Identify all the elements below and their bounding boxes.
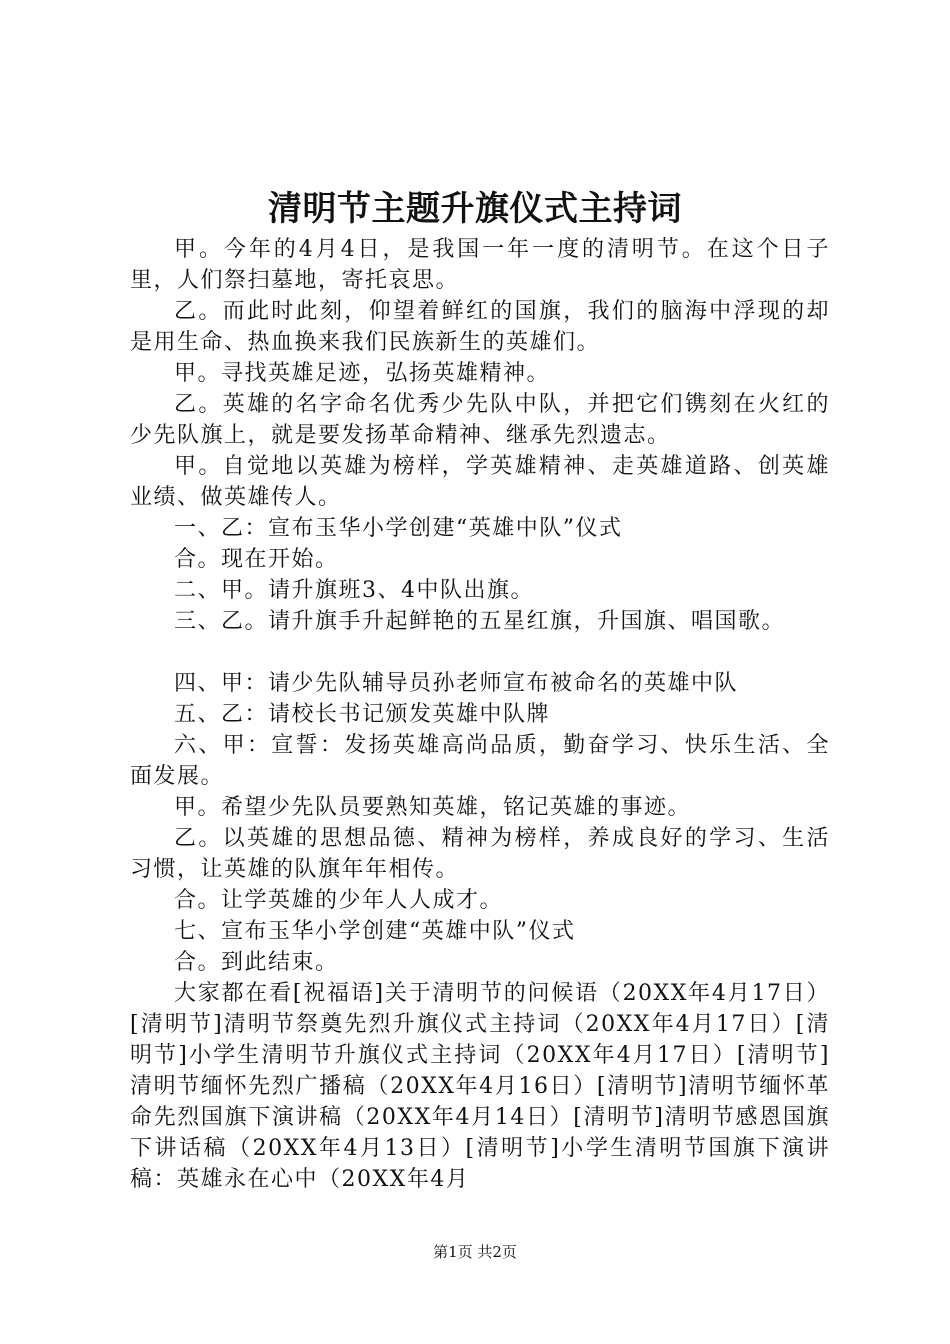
paragraph: 乙。英雄的名字命名优秀少先队中队，并把它们镌刻在火红的少先队旗上，就是要发扬革命精神、继承先烈遗志。 bbox=[130, 392, 830, 448]
document-body bbox=[130, 234, 830, 1195]
paragraph: 七、宣布玉华小学创建“英雄中队”仪式 bbox=[174, 919, 576, 944]
paragraph: 合。让学英雄的少年人人成才。 bbox=[174, 888, 504, 913]
related-articles-paragraph: 大家都在看[祝福语]关于清明节的问候语（20XX年4月17日）[清明节]清明节祭奠先烈升旗仪式主持词（20XX年4月17日）[清明节]小学生清明节升旗仪式主持词（20XX年4月17日）[清明节]清明节缅怀先烈广播稿（20XX年4月16日）[清明节]清明节缅怀革命先烈国旗下演讲稿（20XX年4月14日）[清明节]清明节感恩国旗下讲话稿（20XX年4月13日）[清明节]小学生清明节国旗下演讲稿：英雄永在心中（20XX年4月 bbox=[130, 981, 830, 1192]
paragraph: 乙。而此时此刻，仰望着鲜红的国旗，我们的脑海中浮现的却是用生命、热血换来我们民族新生的英雄们。 bbox=[130, 299, 830, 355]
document-title: 清明节主题升旗仪式主持词 bbox=[268, 189, 682, 229]
paragraph: 二、甲。请升旗班3、4中队出旗。 bbox=[174, 578, 534, 603]
paragraph: 合。现在开始。 bbox=[174, 547, 339, 572]
paragraph: 六、甲：宣誓：发扬英雄高尚品质，勤奋学习、快乐生活、全面发展。 bbox=[130, 733, 830, 789]
paragraph: 甲。寻找英雄足迹，弘扬英雄精神。 bbox=[174, 361, 551, 386]
paragraph: 合。到此结束。 bbox=[174, 950, 339, 975]
blank-line bbox=[130, 637, 830, 668]
paragraph: 四、甲：请少先队辅导员孙老师宣布被命名的英雄中队 bbox=[174, 671, 739, 696]
paragraph: 甲。自觉地以英雄为榜样，学英雄精神、走英雄道路、创英雄业绩、做英雄传人。 bbox=[130, 454, 830, 510]
page-number-footer: 第1页 共2页 bbox=[433, 1243, 517, 1261]
paragraph: 一、乙：宣布玉华小学创建“英雄中队”仪式 bbox=[174, 516, 623, 541]
paragraph: 五、乙：请校长书记颁发英雄中队牌 bbox=[174, 702, 551, 727]
paragraph: 乙。以英雄的思想品德、精神为榜样，养成良好的学习、生活习惯，让英雄的队旗年年相传。 bbox=[130, 826, 830, 882]
paragraph: 三、乙。请升旗手升起鲜艳的五星红旗，升国旗、唱国歌。 bbox=[174, 609, 786, 634]
paragraph: 甲。希望少先队员要熟知英雄，铭记英雄的事迹。 bbox=[174, 795, 692, 820]
paragraph: 甲。今年的4月4日，是我国一年一度的清明节。在这个日子里，人们祭扫墓地，寄托哀思。 bbox=[130, 237, 830, 293]
